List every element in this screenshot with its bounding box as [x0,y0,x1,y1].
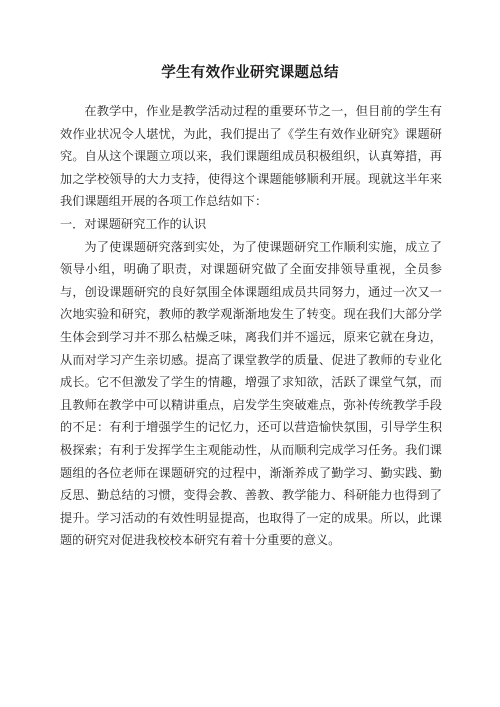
document-body [60,100,442,552]
section-heading: 一．对课题研究工作的认识 [60,216,207,231]
document-title: 学生有效作业研究课题总结 [161,65,339,81]
intro-paragraph: 在教学中，作业是教学活动过程的重要环节之一，但目前的学生有效作业状况令人堪忧，为此，我们提出了《学生有效作业研究》课题研究。自从这个课题立项以来，我们课题组成员积极组织，认真筹措，再加之学校领导的大力支持，使得这个课题能够顺利开展。现就这半年来我们课题组开展的各项工作总结如下： [60,104,442,209]
section-paragraph: 为了使课题研究落到实处，为了使课题研究工作顺利实施，成立了领导小组，明确了职责，对课题研究做了全面安排领导重视，全员参与，创设课题研究的良好氛围全体课题组成员共同努力，通过一次又一次地实验和研究，教师的教学观渐渐地发生了转变。现在我们大部分学生体会到学习并不那么枯燥乏味，离我们并不遥远，原来它就在身边，从而对学习产生亲切感。提高了课堂教学的质量、促进了教师的专业化成长。它不但激发了学生的情趣，增强了求知欲，活跃了课堂气氛，而且教师在教学中可以精讲重点，启发学生突破难点，弥补传统教学手段的不足：有利于增强学生的记忆力，还可以营造愉快氛围，引导学生积极探索；有利于发挥学生主观能动性，从而顺利完成学习任务。我们课题组的各位老师在课题研究的过程中，渐渐养成了勤学习、勤实践、勤反思、勤总结的习惯，变得会教、善教、教学能力、科研能力也得到了提升。学习活动的有效性明显提高，也取得了一定的成果。所以，此课题的研究对促进我校校本研究有着十分重要的意义。 [60,239,442,548]
